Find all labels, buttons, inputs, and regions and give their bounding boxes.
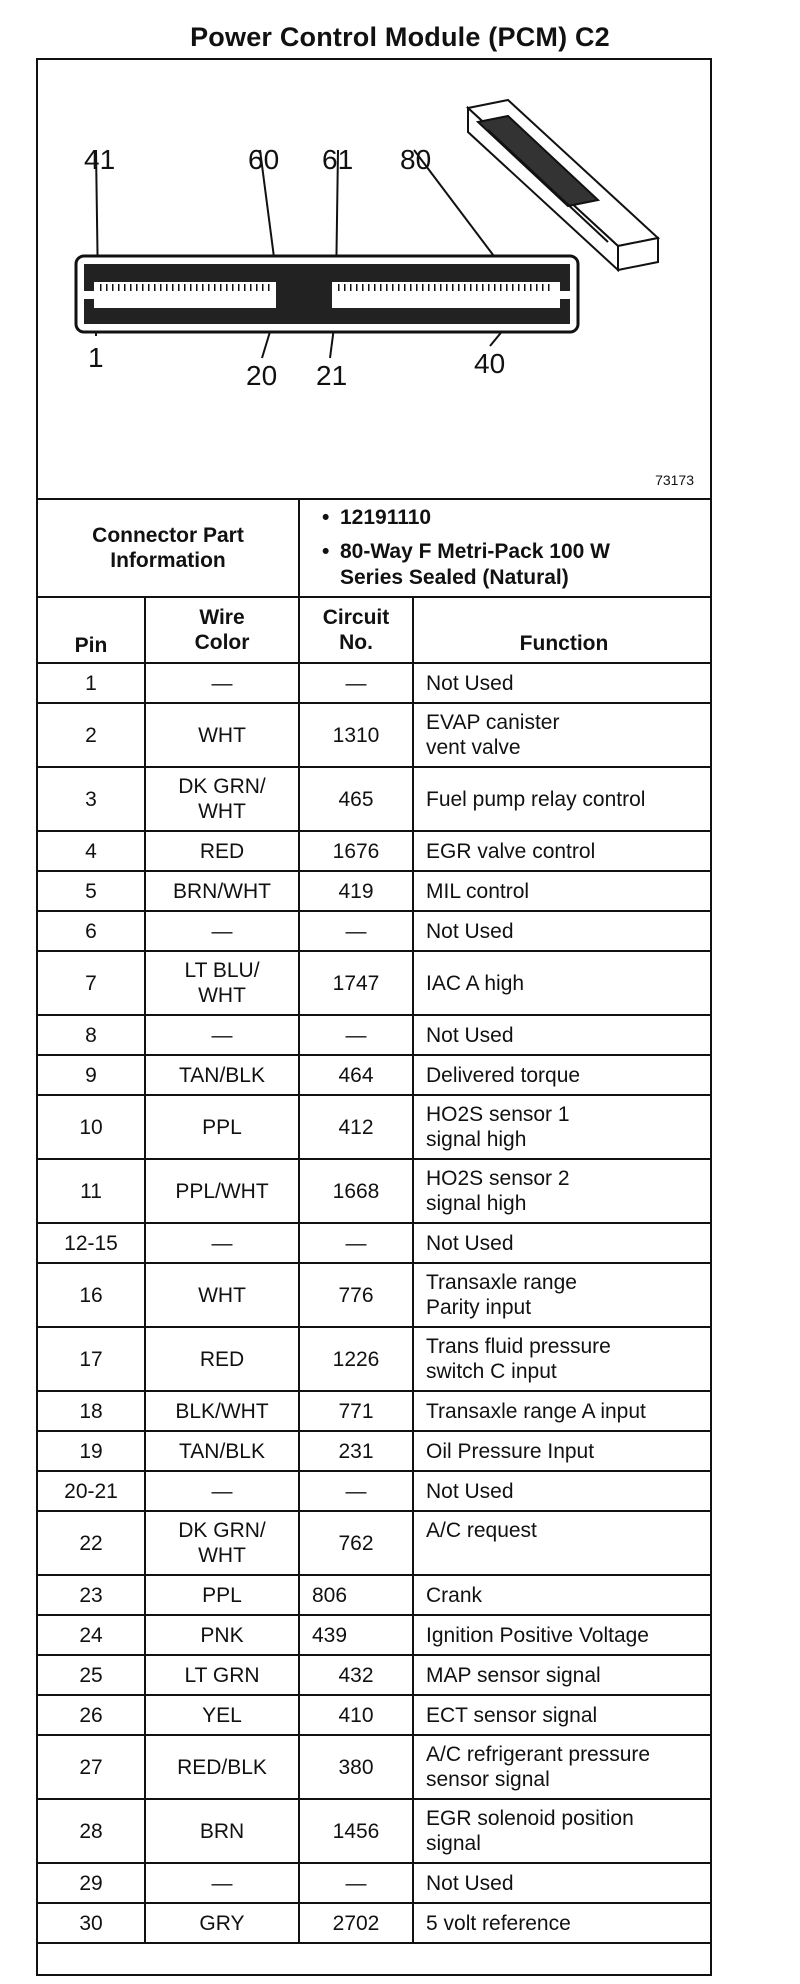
function-cell bbox=[413, 1575, 710, 1615]
header-circuit-line1: Circuit bbox=[322, 606, 390, 629]
table-row bbox=[38, 1391, 710, 1431]
circuit-cell: 419 bbox=[299, 871, 413, 911]
pin-cell: 3 bbox=[38, 767, 145, 831]
wire-color-cell bbox=[145, 1095, 299, 1159]
pin-cell: 23 bbox=[38, 1575, 145, 1615]
circuit-cell: 439 bbox=[299, 1615, 413, 1655]
connector-info-label-line2: Information bbox=[110, 549, 226, 572]
pin-cell: 24 bbox=[38, 1615, 145, 1655]
table-row bbox=[38, 1159, 710, 1223]
wire-color-cell bbox=[145, 871, 299, 911]
pin-label-61: 61 bbox=[322, 144, 354, 175]
pin-cell: 22 bbox=[38, 1511, 145, 1575]
circuit-cell: 1747 bbox=[299, 951, 413, 1015]
wire-color-line: TAN/BLK bbox=[179, 1063, 265, 1087]
header-circuit-line2: No. bbox=[339, 631, 373, 654]
wire-color-cell bbox=[145, 1695, 299, 1735]
function-line: Oil Pressure Input bbox=[426, 1439, 595, 1463]
table-row bbox=[38, 1471, 710, 1511]
pin-cell: 6 bbox=[38, 911, 145, 951]
function-cell bbox=[413, 871, 710, 911]
table-row bbox=[38, 1735, 710, 1799]
circuit-cell: — bbox=[299, 1015, 413, 1055]
table-row bbox=[38, 703, 710, 767]
table-row bbox=[38, 1095, 710, 1159]
function-line: IAC A high bbox=[426, 971, 525, 995]
wire-color-line: LT BLU/ bbox=[184, 959, 260, 982]
function-cell bbox=[413, 911, 710, 951]
function-line: Delivered torque bbox=[426, 1063, 581, 1087]
function-line: HO2S sensor 2 bbox=[426, 1167, 570, 1190]
pin-cell: 9 bbox=[38, 1055, 145, 1095]
table-row bbox=[38, 1863, 710, 1903]
function-line: signal bbox=[426, 1832, 481, 1855]
circuit-cell: — bbox=[299, 1223, 413, 1263]
pin-cell: 5 bbox=[38, 871, 145, 911]
function-line: MIL control bbox=[426, 879, 530, 903]
connector-drawing bbox=[38, 60, 710, 498]
function-cell bbox=[413, 1327, 710, 1391]
wire-color-cell bbox=[145, 1431, 299, 1471]
connector-diagram bbox=[38, 60, 710, 500]
pin-cell: 18 bbox=[38, 1391, 145, 1431]
table-header-row bbox=[38, 597, 710, 663]
circuit-cell: 1226 bbox=[299, 1327, 413, 1391]
table-row bbox=[38, 1655, 710, 1695]
table-row bbox=[38, 1431, 710, 1471]
circuit-cell: 410 bbox=[299, 1695, 413, 1735]
function-line: EVAP canister bbox=[426, 711, 560, 734]
wire-color-line: PPL/WHT bbox=[175, 1179, 269, 1203]
function-line: Parity input bbox=[426, 1296, 532, 1319]
wire-color-line: PNK bbox=[200, 1623, 244, 1647]
pin-cell: 10 bbox=[38, 1095, 145, 1159]
connector-description-line2: Series Sealed (Natural) bbox=[340, 566, 569, 589]
wire-color-cell bbox=[145, 911, 299, 951]
table-row bbox=[38, 767, 710, 831]
circuit-cell: 771 bbox=[299, 1391, 413, 1431]
pin-cell: 17 bbox=[38, 1327, 145, 1391]
wire-color-line: YEL bbox=[202, 1703, 242, 1727]
wire-color-cell bbox=[145, 1735, 299, 1799]
wire-color-line: WHT bbox=[198, 1283, 246, 1307]
table-row bbox=[38, 951, 710, 1015]
circuit-cell: 432 bbox=[299, 1655, 413, 1695]
function-line: Not Used bbox=[426, 919, 514, 943]
function-line: Trans fluid pressure bbox=[426, 1335, 611, 1358]
table-row bbox=[38, 1615, 710, 1655]
pin-cell: 16 bbox=[38, 1263, 145, 1327]
function-line bbox=[426, 1543, 702, 1568]
function-cell bbox=[413, 1695, 710, 1735]
wire-color-cell bbox=[145, 1015, 299, 1055]
function-cell bbox=[413, 703, 710, 767]
wire-color-cell bbox=[145, 1575, 299, 1615]
function-cell bbox=[413, 831, 710, 871]
function-cell bbox=[413, 1655, 710, 1695]
wire-color-line: — bbox=[211, 919, 233, 943]
wire-color-line: RED/BLK bbox=[177, 1755, 267, 1779]
pinout-frame bbox=[36, 58, 712, 1976]
wire-color-line: BLK/WHT bbox=[175, 1399, 269, 1423]
function-line: Not Used bbox=[426, 1023, 514, 1047]
pin-label-41: 41 bbox=[84, 144, 116, 175]
function-cell bbox=[413, 1263, 710, 1327]
table-row bbox=[38, 1263, 710, 1327]
function-line: Not Used bbox=[426, 1871, 514, 1895]
wire-color-line: — bbox=[211, 671, 233, 695]
wire-color-cell bbox=[145, 1327, 299, 1391]
wire-color-cell bbox=[145, 1391, 299, 1431]
circuit-cell: 762 bbox=[299, 1511, 413, 1575]
function-cell bbox=[413, 1903, 710, 1943]
table-row bbox=[38, 911, 710, 951]
connector-info-values bbox=[299, 499, 710, 597]
function-cell bbox=[413, 767, 710, 831]
table-row bbox=[38, 1903, 710, 1943]
function-line: Not Used bbox=[426, 671, 514, 695]
header-circuit bbox=[299, 597, 413, 663]
wire-color-cell bbox=[145, 1615, 299, 1655]
wire-color-cell bbox=[145, 1511, 299, 1575]
function-line: Transaxle range A input bbox=[426, 1399, 646, 1423]
wire-color-cell bbox=[145, 767, 299, 831]
table-row bbox=[38, 1575, 710, 1615]
wire-color-line: — bbox=[211, 1479, 233, 1503]
table-row bbox=[38, 663, 710, 703]
wire-color-line: WHT bbox=[198, 984, 246, 1007]
function-cell bbox=[413, 1431, 710, 1471]
circuit-cell: 1456 bbox=[299, 1799, 413, 1863]
circuit-cell: 231 bbox=[299, 1431, 413, 1471]
wire-color-line: PPL bbox=[202, 1583, 242, 1607]
wire-color-line: WHT bbox=[198, 800, 246, 823]
circuit-cell: 776 bbox=[299, 1263, 413, 1327]
table-row bbox=[38, 871, 710, 911]
function-line: EGR valve control bbox=[426, 839, 596, 863]
wire-color-line: DK GRN/ bbox=[178, 1519, 266, 1542]
figure-reference: 73173 bbox=[655, 472, 694, 488]
pinout-table bbox=[38, 498, 710, 1944]
function-line: EGR solenoid position bbox=[426, 1807, 634, 1830]
pin-cell: 8 bbox=[38, 1015, 145, 1055]
function-line: vent valve bbox=[426, 736, 521, 759]
wire-color-cell bbox=[145, 831, 299, 871]
function-line: Not Used bbox=[426, 1231, 514, 1255]
function-cell bbox=[413, 951, 710, 1015]
wire-color-line: LT GRN bbox=[184, 1663, 260, 1687]
function-line: Transaxle range bbox=[426, 1271, 577, 1294]
pin-label-80: 80 bbox=[400, 144, 432, 175]
connector-info-label bbox=[38, 499, 299, 597]
table-row bbox=[38, 1223, 710, 1263]
circuit-cell: — bbox=[299, 1471, 413, 1511]
function-line: 5 volt reference bbox=[426, 1911, 571, 1935]
pin-label-1: 1 bbox=[88, 342, 104, 373]
function-line: A/C refrigerant pressure bbox=[426, 1743, 651, 1766]
wire-color-cell bbox=[145, 1903, 299, 1943]
function-cell bbox=[413, 1615, 710, 1655]
wire-color-cell bbox=[145, 1159, 299, 1223]
circuit-cell: — bbox=[299, 1863, 413, 1903]
function-line: Fuel pump relay control bbox=[426, 787, 646, 811]
header-wire-color-line1: Wire bbox=[199, 606, 245, 629]
pin-label-60: 60 bbox=[248, 144, 280, 175]
wire-color-line: BRN/WHT bbox=[173, 879, 271, 903]
wire-color-cell bbox=[145, 1263, 299, 1327]
wire-color-line: RED bbox=[199, 1347, 245, 1371]
function-line: Ignition Positive Voltage bbox=[426, 1623, 649, 1647]
function-cell bbox=[413, 1511, 710, 1575]
pin-cell: 25 bbox=[38, 1655, 145, 1695]
wire-color-line: TAN/BLK bbox=[179, 1439, 265, 1463]
function-line: Not Used bbox=[426, 1479, 514, 1503]
pin-label-40: 40 bbox=[474, 348, 506, 379]
wire-color-cell bbox=[145, 1055, 299, 1095]
connector-description-line1: • 80-Way F Metri-Pack 100 W bbox=[340, 539, 702, 565]
wire-color-line: — bbox=[211, 1871, 233, 1895]
function-cell bbox=[413, 1095, 710, 1159]
circuit-cell: 464 bbox=[299, 1055, 413, 1095]
function-line: HO2S sensor 1 bbox=[426, 1103, 570, 1126]
circuit-cell: — bbox=[299, 663, 413, 703]
function-cell bbox=[413, 1799, 710, 1863]
function-line: sensor signal bbox=[426, 1768, 550, 1791]
function-cell bbox=[413, 1159, 710, 1223]
header-pin: Pin bbox=[38, 597, 145, 663]
circuit-cell: 806 bbox=[299, 1575, 413, 1615]
table-row bbox=[38, 1015, 710, 1055]
wire-color-cell bbox=[145, 951, 299, 1015]
wire-color-line: WHT bbox=[198, 723, 246, 747]
circuit-cell: 1676 bbox=[299, 831, 413, 871]
circuit-cell: — bbox=[299, 911, 413, 951]
wire-color-line: WHT bbox=[198, 1544, 246, 1567]
function-cell bbox=[413, 1015, 710, 1055]
table-row bbox=[38, 1511, 710, 1575]
function-line: Crank bbox=[426, 1583, 483, 1607]
wire-color-line: GRY bbox=[199, 1911, 245, 1935]
pin-cell: 4 bbox=[38, 831, 145, 871]
wire-color-line: PPL bbox=[202, 1115, 242, 1139]
wire-color-cell bbox=[145, 1799, 299, 1863]
table-row bbox=[38, 1055, 710, 1095]
header-wire-color-line2: Color bbox=[194, 631, 250, 654]
function-line: signal high bbox=[426, 1128, 527, 1151]
connector-info-row bbox=[38, 499, 710, 597]
pin-label-20: 20 bbox=[246, 360, 278, 391]
pin-cell: 11 bbox=[38, 1159, 145, 1223]
table-row bbox=[38, 831, 710, 871]
circuit-cell: 1310 bbox=[299, 703, 413, 767]
function-line: signal high bbox=[426, 1192, 527, 1215]
wire-color-line: — bbox=[211, 1231, 233, 1255]
pin-cell: 19 bbox=[38, 1431, 145, 1471]
pin-label-21: 21 bbox=[316, 360, 348, 391]
wire-color-cell bbox=[145, 1471, 299, 1511]
header-wire-color bbox=[145, 597, 299, 663]
circuit-cell: 465 bbox=[299, 767, 413, 831]
wire-color-cell bbox=[145, 1655, 299, 1695]
function-cell bbox=[413, 1391, 710, 1431]
function-cell bbox=[413, 1735, 710, 1799]
function-line: MAP sensor signal bbox=[426, 1663, 601, 1687]
pin-cell: 1 bbox=[38, 663, 145, 703]
wire-color-line: BRN bbox=[199, 1819, 245, 1843]
page-title: Power Control Module (PCM) C2 bbox=[190, 22, 610, 52]
wire-color-cell bbox=[145, 663, 299, 703]
wire-color-cell bbox=[145, 703, 299, 767]
function-cell bbox=[413, 1863, 710, 1903]
pin-cell: 27 bbox=[38, 1735, 145, 1799]
table-row bbox=[38, 1327, 710, 1391]
table-row bbox=[38, 1695, 710, 1735]
wire-color-line: RED bbox=[199, 839, 245, 863]
circuit-cell: 412 bbox=[299, 1095, 413, 1159]
wire-color-line: — bbox=[211, 1023, 233, 1047]
function-cell bbox=[413, 1471, 710, 1511]
function-cell bbox=[413, 1223, 710, 1263]
header-function: Function bbox=[413, 597, 710, 663]
function-cell bbox=[413, 1055, 710, 1095]
circuit-cell: 1668 bbox=[299, 1159, 413, 1223]
pin-cell: 7 bbox=[38, 951, 145, 1015]
circuit-cell: 380 bbox=[299, 1735, 413, 1799]
wire-color-cell bbox=[145, 1223, 299, 1263]
table-row bbox=[38, 1799, 710, 1863]
connector-info-label-line1: Connector Part bbox=[92, 524, 244, 547]
function-line: ECT sensor signal bbox=[426, 1703, 598, 1727]
wire-color-cell bbox=[145, 1863, 299, 1903]
pin-cell: 20-21 bbox=[38, 1471, 145, 1511]
pin-cell: 30 bbox=[38, 1903, 145, 1943]
pin-cell: 12-15 bbox=[38, 1223, 145, 1263]
connector-part-number: • 12191110 bbox=[340, 505, 702, 531]
pin-cell: 2 bbox=[38, 703, 145, 767]
pin-cell: 29 bbox=[38, 1863, 145, 1903]
function-line: switch C input bbox=[426, 1360, 557, 1383]
function-cell bbox=[413, 663, 710, 703]
circuit-cell: 2702 bbox=[299, 1903, 413, 1943]
function-line: A/C request bbox=[426, 1519, 537, 1542]
pin-cell: 28 bbox=[38, 1799, 145, 1863]
wire-color-line: DK GRN/ bbox=[178, 775, 266, 798]
pin-cell: 26 bbox=[38, 1695, 145, 1735]
